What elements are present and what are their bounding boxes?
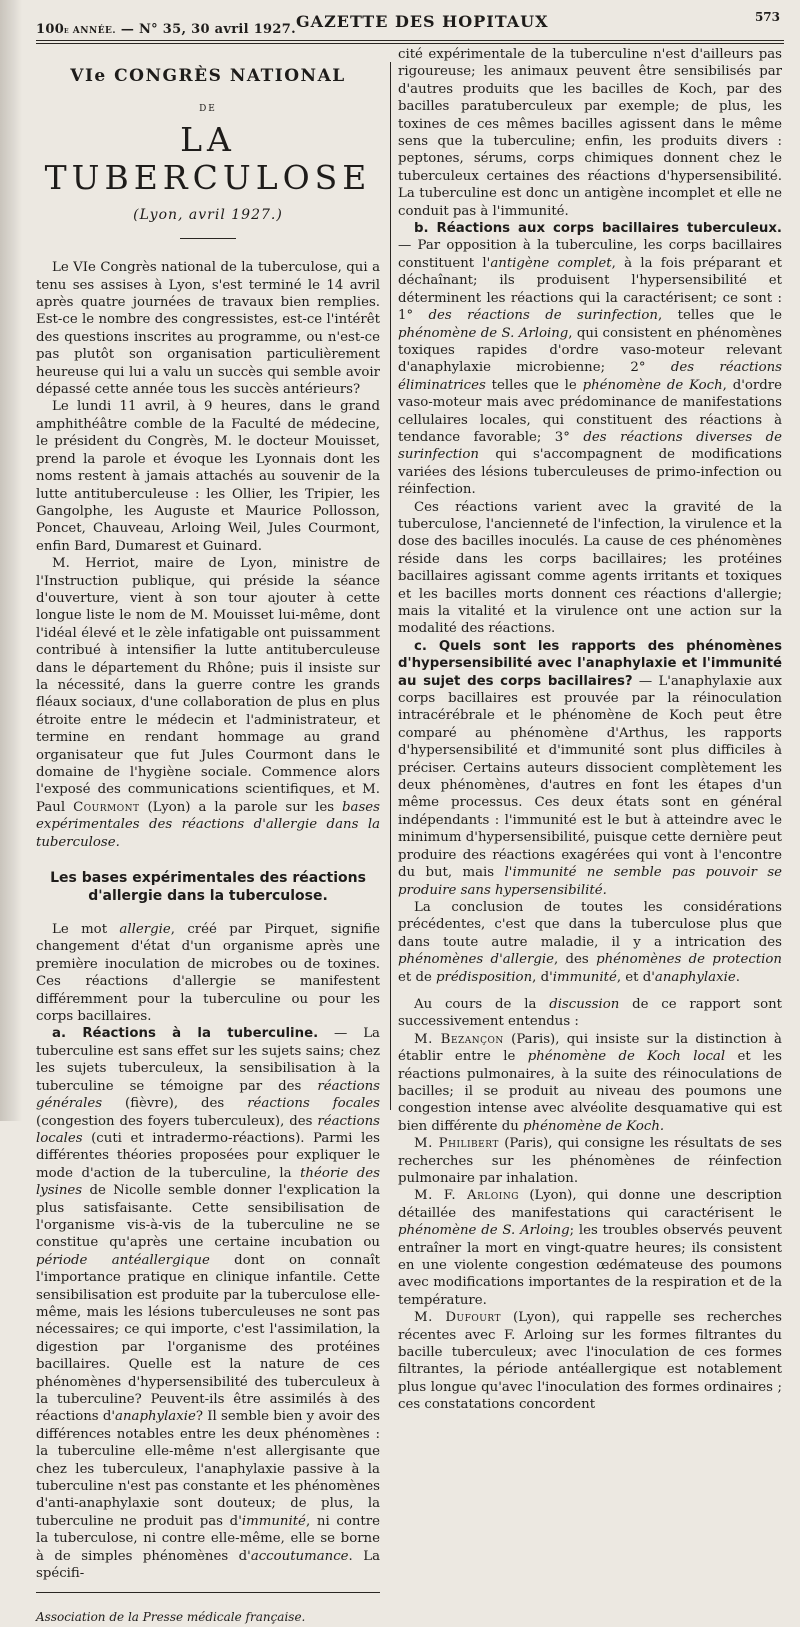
paragraph: M. Herriot, maire de Lyon, ministre de l'Instruction publique, qui préside la séance d'ouverture, vient à son tour ajouter à cette longue liste le nom de M. Mouisset lui-même, dont l'idéal élevé et le zèle infatigable ont puissamment contribué à intensifier la lutte antituberculeuse dans le département du Rhône; puis il insiste sur la nécessité, dans la guerre contre les grands fléaux sociaux, d'une collaboration de plus en plus étroite entre le médecin et l'administrateur, et termine en rendant hommage au grand organisateur que fut Jules Courmont dans le domaine de l'hygiène sociale. Commence alors l'exposé des communications scientifiques, et M. Paul Courmont (Lyon) a la parole sur les bases expérimentales des réactions d'allergie dans la tuberculose. xyxy=(36,556,381,850)
left-column xyxy=(36,62,380,1627)
footer-rule xyxy=(36,1592,380,1593)
paragraph: M. Dufourt (Lyon), qui rappelle ses recherches récentes avec F. Arloing sur les formes filtrantes du bacille tuberculeux; avec l'inoculation de ces formes filtrantes, la période antéallergique est notablement plus longue qu'avec l'inoculation des formes ordinaires ; ces constatations concordent xyxy=(398,1310,782,1413)
paragraph: Ces réactions varient avec la gravité de la tuberculose, l'ancienneté de l'infection, la virulence et la dose des bacilles inoculés. La cause de ces phénomènes réside dans les corps bacillaires; les protéines bacillaires agissant comme agents irritants et toxiques et les bacilles morts donnent ces réactions d'allergie; mais la vitalité et la virulence ont une action sur la modalité des réactions. xyxy=(398,499,782,637)
issue-info: 100e ANNÉE. — N° 35, 30 avril 1927. xyxy=(36,22,296,37)
title-rule xyxy=(180,238,236,239)
author-name: M. Bezançon xyxy=(414,1031,504,1047)
paragraph: M. Philibert (Paris), qui consigne les résultats de ses recherches sur les phénomènes de réinfection pulmonaire par inhalation. xyxy=(398,1136,782,1186)
author-name: M. Dufourt xyxy=(414,1310,501,1326)
paragraph: Le mot allergie, créé par Pirquet, signifie changement d'état d'un organisme après une première inoculation de microbes ou de toxines. Ces réactions d'allergie se manifestent différemment pour la tuberculine ou pour les corps bacillaires. xyxy=(36,922,380,1025)
page-binding-shadow xyxy=(0,0,22,1121)
paragraph: Au cours de la discussion de ce rapport sont successivement entendus : xyxy=(398,996,782,1030)
subsection-heading: c. Quels sont les rapports des phénomènes d'hypersensibilité avec l'anaphylaxie et l'immunité au sujet des corps bacillaires? xyxy=(398,638,782,689)
section-heading: Les bases expérimentales des réactions d'allergie dans la tuberculose. xyxy=(50,870,366,905)
article-title: LA TUBERCULOSE xyxy=(44,119,372,197)
right-column xyxy=(398,46,782,1414)
paragraph: c. Quels sont les rapports des phénomènes d'hypersensibilité avec l'anaphylaxie et l'immunité au sujet des corps bacillaires? — L'anaphylaxie aux corps bacillaires est prouvée par la réinoculation intracérébrale et le phénomène de Koch peut être comparé au phénomène d'Arthus, les rapports d'hypersensibilité et d'immunité sont plus difficiles à préciser. Certains auteurs dissocient complètement les deux phénomènes, d'autres en font les étapes d'un même processus. Ces deux états sont en général indépendants : l'immunité est le but à atteindre avec le minimum d'hypersensibilité, puisque cette dernière peut produire des réactions exagérées qui vont à l'encontre du but, mais l'immunité ne semble pas pouvoir se produire sans hypersensibilité. xyxy=(398,638,783,898)
paragraph: Le VIe Congrès national de la tuberculose, qui a tenu ses assises à Lyon, s'est terminé le 14 avril après quatre journées de travaux bien remplies. Est-ce le nombre des congressistes, est-ce l'intérêt des questions inscrites au programme, ou n'est-ce pas plutôt son organisation particulièrement heureuse qui lui a valu un succès qui semble avoir dépassé cette année tous les succès antérieurs? xyxy=(36,260,380,398)
paragraph: Le lundi 11 avril, à 9 heures, dans le grand amphithéâtre comble de la Faculté de médecine, le président du Congrès, M. le docteur Mouisset, prend la parole et évoque les Lyonnais dont les noms restent à jamais attachés au souvenir de la lutte antituberculeuse : les Ollier, les Tripier, les Gangolphe, les Auguste et Maurice Pollosson, Poncet, Chauveau, Arloing Weil, Jules Courmont, enfin Bard, Dumarest et Guinard. xyxy=(36,399,380,554)
paragraph: M. Bezançon (Paris), qui insiste sur la distinction à établir entre le phénomène de Koch local et les réactions pulmonaires, à la suite des réinoculations de bacilles; il se produit au niveau des poumons une congestion intense avec alvéolite desquamative qui est bien différente du phénomène de Koch. xyxy=(398,1031,782,1134)
article-place-date: (Lyon, avril 1927.) xyxy=(133,206,283,223)
subsection-heading: a. Réactions à la tuberculine. xyxy=(52,1026,319,1042)
congress-heading: VIe CONGRÈS NATIONAL xyxy=(70,66,346,86)
author-name: M. F. Arloing xyxy=(414,1188,519,1204)
author-name: M. Philibert xyxy=(414,1136,499,1152)
paragraph: cité expérimentale de la tuberculine n'est d'ailleurs pas rigoureuse; les animaux peuvent être sensibilisés par d'autres produits que les bacilles de Koch, par des bacilles paratuberculeux par exemple; de plus, les toxines de ces mêmes bacilles agissent dans le même sens que la tuberculine; enfin, les produits divers : peptones, sérums, corps chimiques donnent chez le tuberculeux certaines des réactions d'hypersensibilité. La tuberculine est donc un antigène incomplet et elle ne conduit pas à l'immunité. xyxy=(398,47,782,219)
header-rule-double xyxy=(36,43,784,44)
header-rule xyxy=(36,40,784,41)
page-number: 573 xyxy=(754,10,780,24)
paragraph: a. Réactions à la tuberculine. — La tuberculine est sans effet sur les sujets sains; chez les sujets tuberculeux, la sensibilisation à la tuberculine se témoigne par des réactions générales (fièvre), des réactions focales (congestion des foyers tuberculeux), des réactions locales (cuti et intradermo-réactions). Parmi les différentes théories proposées pour expliquer le mode d'action de la tuberculine, la théorie des lysines de Nicolle semble donner l'explication la plus satisfaisante. Cette sensibilisation de l'organisme vis-à-vis de la tuberculine ne se constitue qu'après une certaine incubation ou période antéallergique dont on connaît l'importance pratique en clinique infantile. Cette sensibilisation est produite par la tuberculose elle-même, mais les lésions tuberculeuses ne sont pas nécessaires; ce qui importe, c'est l'assimilation, la digestion par l'organisme des protéines bacillaires. Quelle est la nature de ces phénomènes d'hypersensibilité des tuberculeux à la tuberculine? Peuvent-ils être assimilés à des réactions d'anaphylaxie? Il semble bien y avoir des différences notables entre les deux phénomènes : la tuberculine elle-même n'est allergisante que chez les tuberculeux, l'anaphylaxie passive à la tuberculine n'est pas constante et les phénomènes d'anti-anaphylaxie sont douteux; de plus, la tuberculine ne produit pas d'immunité, ni contre la tuberculose, ni contre elle-même, elle se borne à de simples phénomènes d'accoutumance. La spécifi- xyxy=(36,1026,380,1582)
paragraph: b. Réactions aux corps bacillaires tuberculeux. — Par opposition à la tuberculine, les corps bacillaires constituent l'antigène complet, à la fois préparant et déchaînant; ils produisent l'hypersensibilité et déterminent les réactions qui la caractérisent; ce sont : 1° des réactions de surinfection, telles que le phénomène de S. Arloing, qui consistent en phénomènes toxiques rapides d'ordre vaso-moteur relevant d'anaphylaxie microbienne; 2° des réactions éliminatrices telles que le phénomène de Koch, d'ordre vaso-moteur mais avec prédominance de manifestations cellulaires locales, qui constituent des réactions à tendance favorable; 3° des réactions diverses de surinfection qui s'accompagnent de modifications variées des lésions tuberculeuses de primo-infection ou réinfection. xyxy=(398,221,782,498)
author-name: Courmont xyxy=(73,799,140,815)
paragraph: La conclusion de toutes les considérations précédentes, c'est que dans la tuberculose plus que dans toute autre maladie, il y a intrication des phénomènes d'allergie, des phénomènes de protection et de prédisposition, d'immunité, et d'anaphylaxie. xyxy=(398,899,782,985)
paragraph: M. F. Arloing (Lyon), qui donne une description détaillée des manifestations qui caractérisent le phénomène de S. Arloing; les troubles observés peuvent entraîner la mort en vingt-quatre heures; ils consistent en une violente congestion œdémateuse des poumons avec modifications importantes de la respiration et de la température. xyxy=(398,1188,782,1308)
heading-de: DE xyxy=(199,104,217,115)
press-association-credit: Association de la Presse médicale française. xyxy=(36,1610,306,1625)
page-header xyxy=(36,8,784,38)
column-divider xyxy=(390,62,391,1110)
journal-title: GAZETTE DES HOPITAUX xyxy=(296,12,549,31)
subsection-heading: b. Réactions aux corps bacillaires tuberculeux. xyxy=(414,221,782,237)
